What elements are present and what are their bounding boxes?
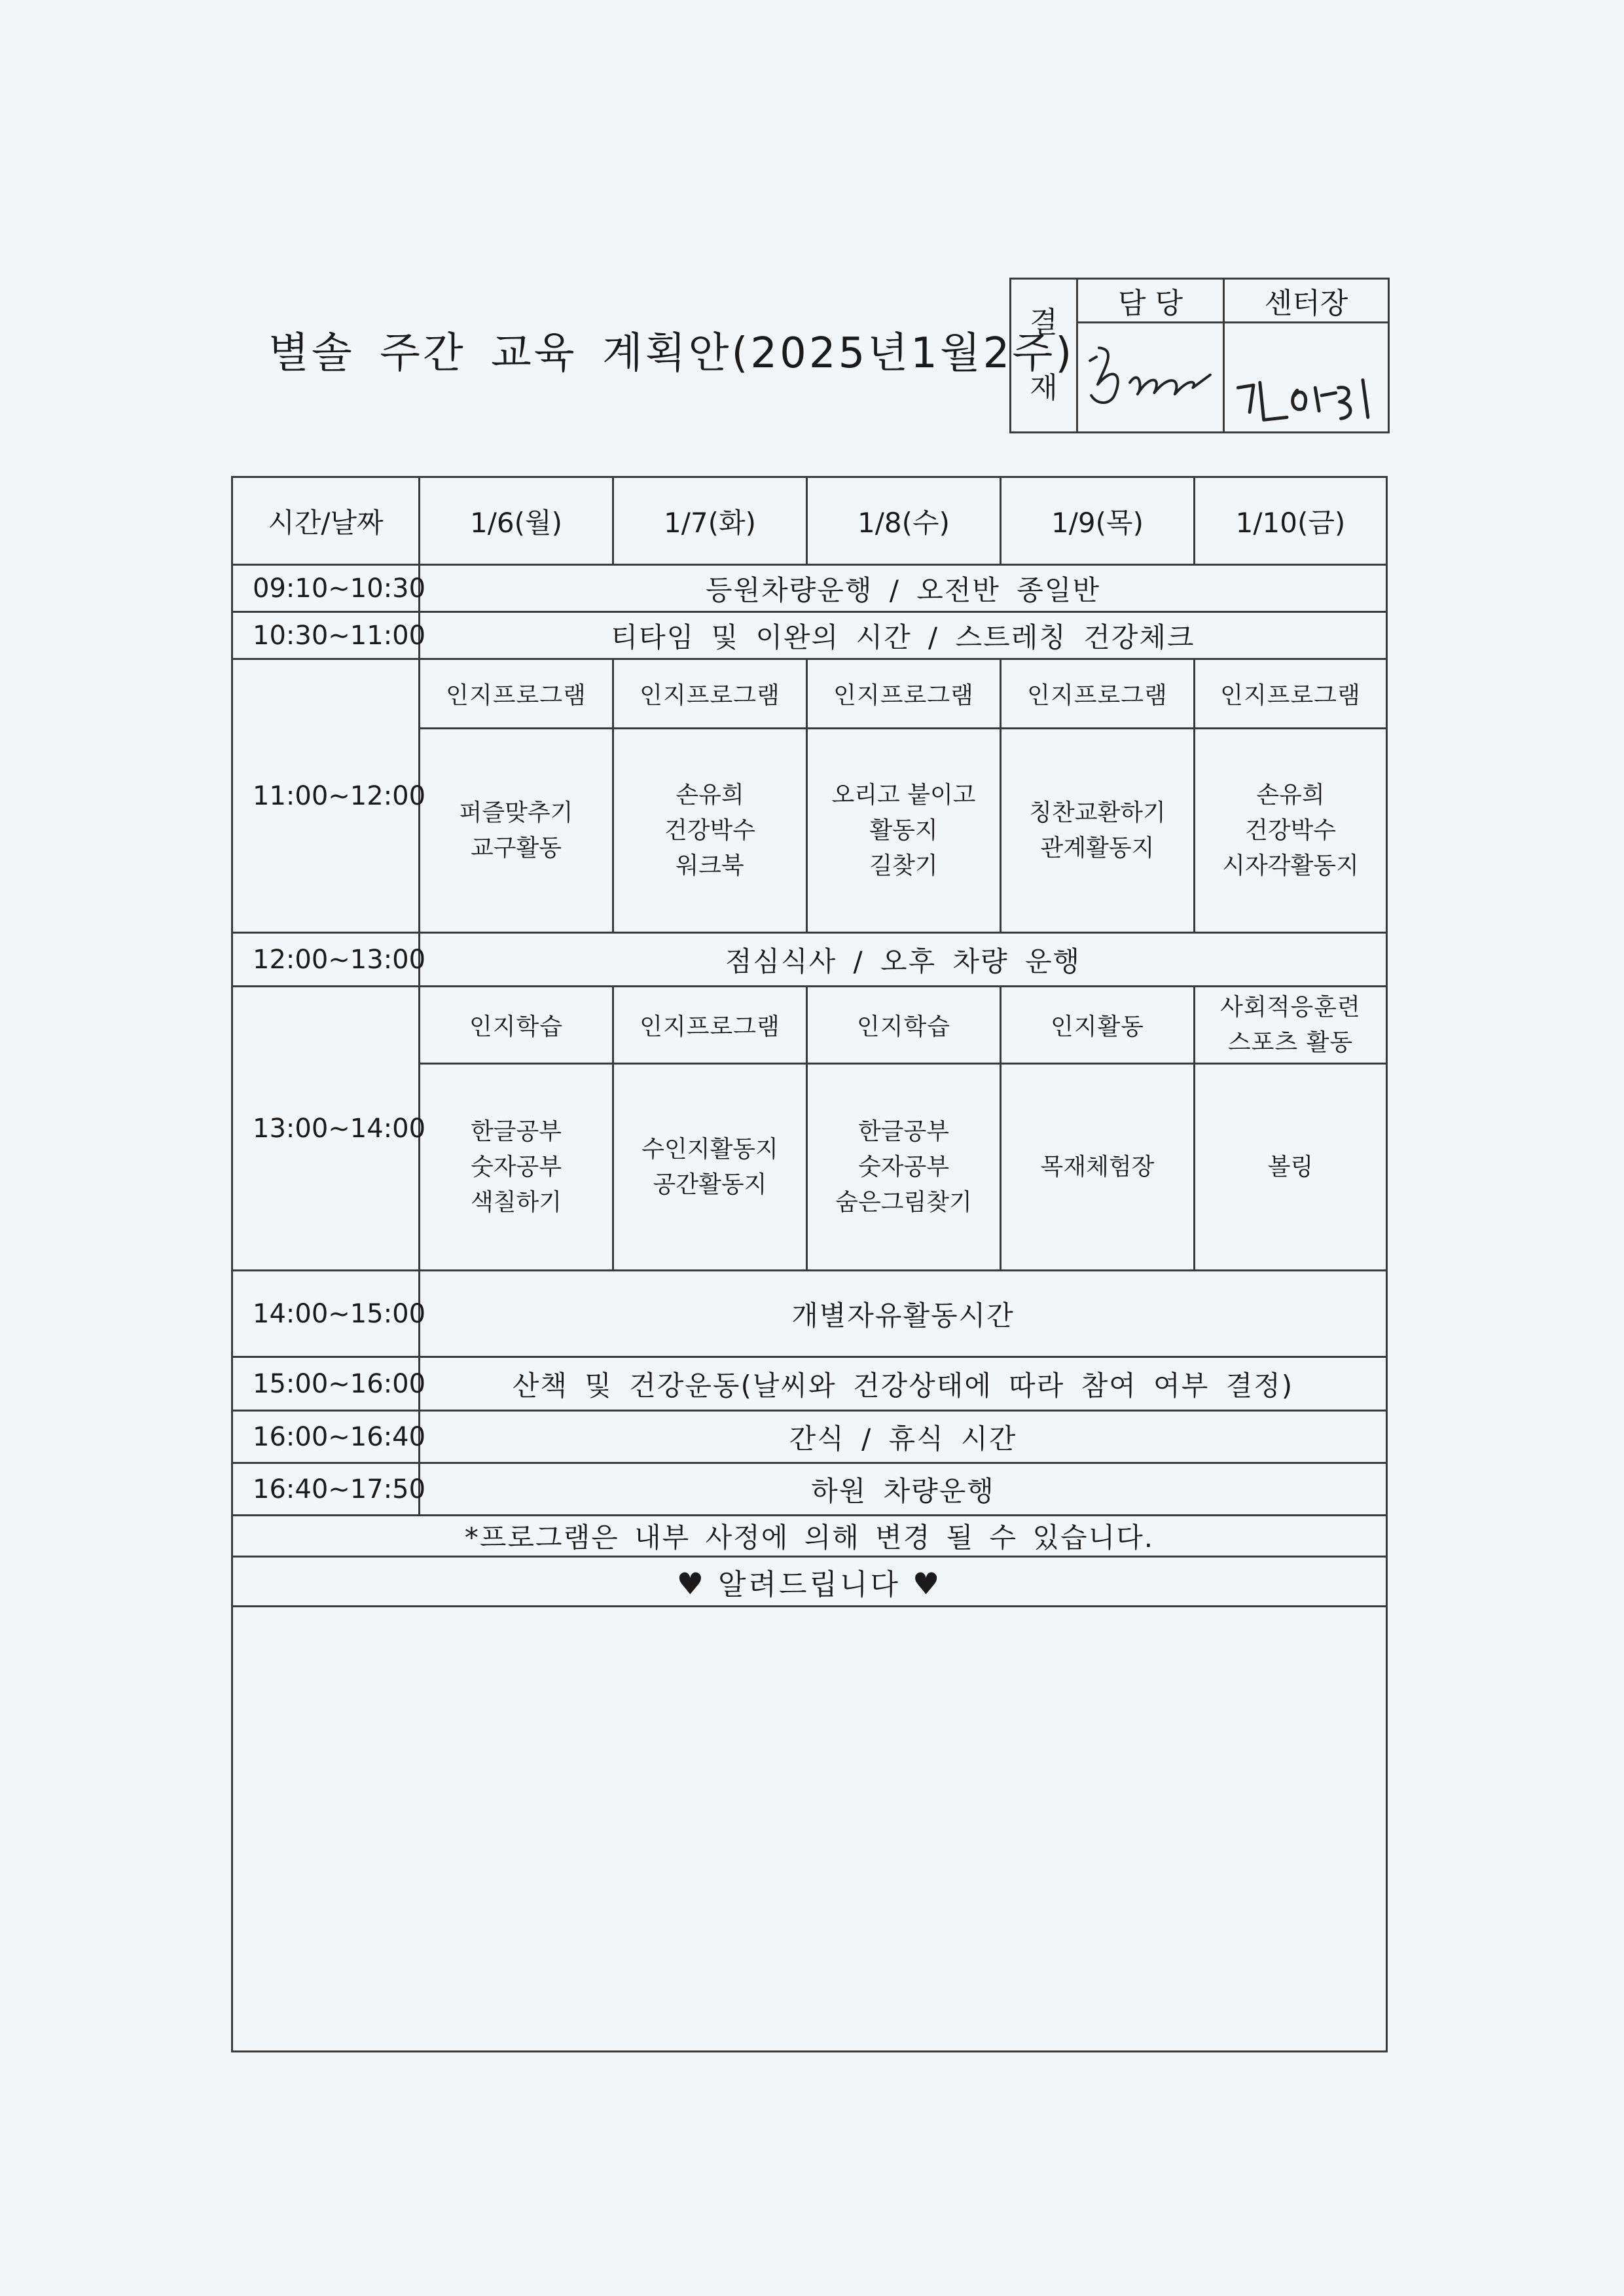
header-cell: 1/10(금) xyxy=(1195,477,1387,565)
program-label: 인지학습 xyxy=(420,987,613,1064)
time-cell: 12:00~13:00 xyxy=(232,933,420,987)
heart-icon: ♥ xyxy=(912,1565,943,1601)
activity-cell: 티타임 및 이완의 시간 / 스트레칭 건강체크 xyxy=(420,612,1387,659)
activity-cell xyxy=(613,729,807,933)
activity-line: 오리고 붙이고 xyxy=(831,781,976,809)
activity-line: 수인지활동지 xyxy=(641,1135,778,1163)
schedule-table xyxy=(231,476,1388,2052)
director-signature-image xyxy=(1225,323,1388,431)
activity-cell: 간식 / 휴식 시간 xyxy=(420,1411,1387,1463)
activity-cell xyxy=(1195,729,1387,933)
notice-body xyxy=(232,1607,1387,2052)
program-label-line: 스포츠 활동 xyxy=(1227,1029,1354,1056)
notice-title: 알려드립니다 xyxy=(717,1567,901,1601)
notice-header xyxy=(232,1557,1387,1607)
header-cell: 1/7(화) xyxy=(613,477,807,565)
program-label: 인지학습 xyxy=(807,987,1001,1064)
approval-staff-header: 담 당 xyxy=(1077,279,1224,323)
activity-cell xyxy=(613,1064,807,1271)
activity-cell xyxy=(1195,1064,1387,1271)
activity-line: 교구활동 xyxy=(470,834,562,862)
program-label xyxy=(1195,987,1387,1064)
activity-line: 시자각활동지 xyxy=(1222,852,1359,879)
staff-signature-image xyxy=(1078,323,1223,431)
program-label: 인지프로그램 xyxy=(1001,659,1195,729)
heart-icon: ♥ xyxy=(676,1565,706,1601)
schedule-row xyxy=(232,1463,1387,1516)
activity-line: 한글공부 xyxy=(857,1118,950,1145)
activity-cell: 점심식사 / 오후 차량 운행 xyxy=(420,933,1387,987)
activity-line: 숨은그림찾기 xyxy=(835,1188,972,1216)
schedule-row xyxy=(232,565,1387,612)
activity-line: 공간활동지 xyxy=(653,1171,767,1198)
activity-line: 볼링 xyxy=(1267,1153,1314,1180)
header-cell: 1/9(목) xyxy=(1001,477,1195,565)
schedule-row xyxy=(232,1357,1387,1411)
activity-cell xyxy=(1001,1064,1195,1271)
activity-line: 퍼즐맞추기 xyxy=(459,799,573,826)
activity-cell: 산책 및 건강운동(날씨와 건강상태에 따라 참여 여부 결정) xyxy=(420,1357,1387,1411)
time-cell: 10:30~11:00 xyxy=(232,612,420,659)
activity-line: 칭찬교환하기 xyxy=(1029,799,1166,826)
schedule-row xyxy=(232,987,1387,1064)
activity-line: 활동지 xyxy=(869,816,938,844)
schedule-row xyxy=(232,612,1387,659)
time-cell: 13:00~14:00 xyxy=(232,987,420,1271)
activity-line: 길찾기 xyxy=(869,852,938,879)
schedule-row xyxy=(232,1271,1387,1357)
program-label-line: 사회적응훈련 xyxy=(1220,993,1361,1021)
program-label: 인지프로그램 xyxy=(420,659,613,729)
header-cell: 1/6(월) xyxy=(420,477,613,565)
program-label: 인지프로그램 xyxy=(1195,659,1387,729)
approval-director-header: 센터장 xyxy=(1224,279,1389,323)
activity-line: 목재체험장 xyxy=(1040,1153,1155,1180)
time-cell: 16:00~16:40 xyxy=(232,1411,420,1463)
schedule-row xyxy=(232,659,1387,729)
program-label: 인지프로그램 xyxy=(613,987,807,1064)
program-label: 인지활동 xyxy=(1001,987,1195,1064)
activity-line: 건강박수 xyxy=(1244,816,1337,844)
note-row xyxy=(232,1516,1387,1557)
change-notice: *프로그램은 내부 사정에 의해 변경 될 수 있습니다. xyxy=(232,1516,1387,1557)
activity-cell: 등원차량운행 / 오전반 종일반 xyxy=(420,565,1387,612)
activity-cell xyxy=(420,729,613,933)
activity-cell xyxy=(807,729,1001,933)
activity-line: 숫자공부 xyxy=(857,1153,950,1180)
time-cell: 15:00~16:00 xyxy=(232,1357,420,1411)
schedule-row xyxy=(232,1411,1387,1463)
time-cell: 16:40~17:50 xyxy=(232,1463,420,1516)
header-row xyxy=(232,477,1387,565)
activity-line: 관계활동지 xyxy=(1040,834,1155,862)
activity-cell: 하원 차량운행 xyxy=(420,1463,1387,1516)
activity-line: 숫자공부 xyxy=(470,1153,562,1180)
notice-row xyxy=(232,1557,1387,1607)
time-cell: 11:00~12:00 xyxy=(232,659,420,933)
activity-line: 손유희 xyxy=(676,781,744,809)
header-cell: 시간/날짜 xyxy=(232,477,420,565)
schedule-row xyxy=(232,933,1387,987)
program-label: 인지프로그램 xyxy=(807,659,1001,729)
time-cell: 09:10~10:30 xyxy=(232,565,420,612)
activity-line: 건강박수 xyxy=(664,816,756,844)
director-signature xyxy=(1224,323,1389,433)
activity-cell xyxy=(807,1064,1001,1271)
header-cell: 1/8(수) xyxy=(807,477,1001,565)
notice-body-row xyxy=(232,1607,1387,2052)
activity-line: 워크북 xyxy=(676,852,744,879)
program-label: 인지프로그램 xyxy=(613,659,807,729)
page-title: 별솔 주간 교육 계획안(2025년1월2주) xyxy=(268,329,1075,378)
approval-label-bottom: 재 xyxy=(1030,371,1058,405)
approval-side-label xyxy=(1011,279,1077,433)
approval-label-top: 결 xyxy=(1030,306,1058,339)
time-cell: 14:00~15:00 xyxy=(232,1271,420,1357)
approval-box xyxy=(1009,278,1390,433)
activity-cell xyxy=(1001,729,1195,933)
activity-line: 색칠하기 xyxy=(470,1188,562,1216)
activity-cell xyxy=(420,1064,613,1271)
activity-line: 한글공부 xyxy=(470,1118,562,1145)
staff-signature xyxy=(1077,323,1224,433)
activity-line: 손유희 xyxy=(1256,781,1325,809)
activity-cell: 개별자유활동시간 xyxy=(420,1271,1387,1357)
